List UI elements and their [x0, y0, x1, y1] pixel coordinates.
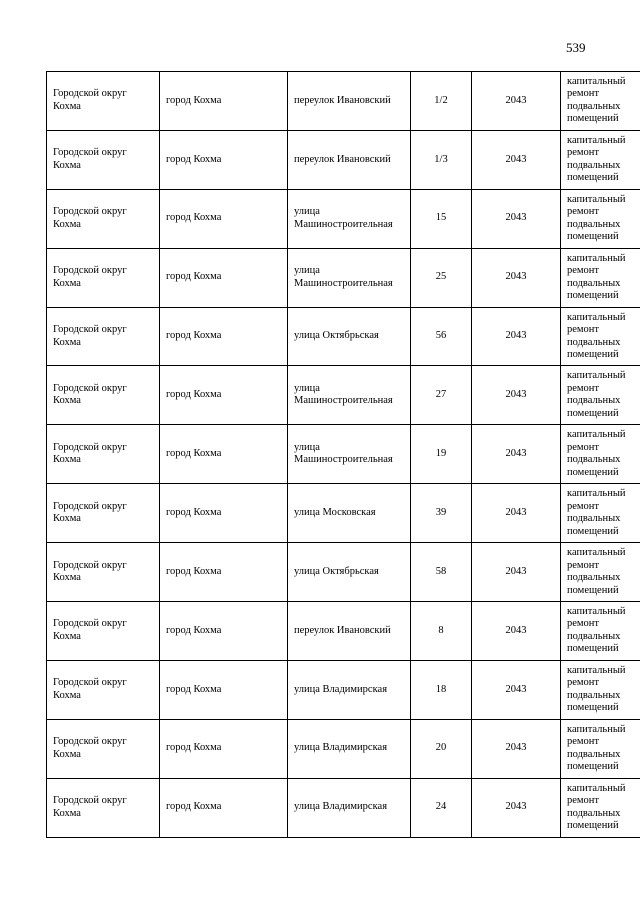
house-cell: 8 [411, 602, 472, 661]
work-type-cell: капитальный ремонт подвальных помещений [561, 484, 640, 543]
street-cell: улица Октябрьская [288, 307, 411, 366]
year-cell: 2043 [472, 189, 561, 248]
work-type-cell: капитальный ремонт подвальных помещений [561, 778, 640, 837]
district-cell: Городской округ Кохма [47, 307, 160, 366]
repair-schedule-table [46, 71, 640, 838]
district-cell: Городской округ Кохма [47, 543, 160, 602]
city-cell: город Кохма [160, 778, 288, 837]
table-row [47, 307, 640, 366]
table-row [47, 778, 640, 837]
city-cell: город Кохма [160, 719, 288, 778]
house-cell: 20 [411, 719, 472, 778]
district-cell: Городской округ Кохма [47, 366, 160, 425]
house-cell: 25 [411, 248, 472, 307]
year-cell: 2043 [472, 602, 561, 661]
street-cell: улица Машиностроительная [288, 366, 411, 425]
house-cell: 39 [411, 484, 472, 543]
year-cell: 2043 [472, 778, 561, 837]
city-cell: город Кохма [160, 366, 288, 425]
district-cell: Городской округ Кохма [47, 425, 160, 484]
city-cell: город Кохма [160, 484, 288, 543]
house-cell: 15 [411, 189, 472, 248]
street-cell: переулок Ивановский [288, 130, 411, 189]
house-cell: 24 [411, 778, 472, 837]
street-cell: улица Московская [288, 484, 411, 543]
street-cell: улица Октябрьская [288, 543, 411, 602]
street-cell: улица Владимирская [288, 660, 411, 719]
city-cell: город Кохма [160, 72, 288, 131]
city-cell: город Кохма [160, 602, 288, 661]
work-type-cell: капитальный ремонт подвальных помещений [561, 660, 640, 719]
year-cell: 2043 [472, 484, 561, 543]
year-cell: 2043 [472, 248, 561, 307]
house-cell: 1/3 [411, 130, 472, 189]
work-type-cell: капитальный ремонт подвальных помещений [561, 248, 640, 307]
city-cell: город Кохма [160, 307, 288, 366]
district-cell: Городской округ Кохма [47, 248, 160, 307]
street-cell: улица Машиностроительная [288, 248, 411, 307]
city-cell: город Кохма [160, 248, 288, 307]
year-cell: 2043 [472, 72, 561, 131]
district-cell: Городской округ Кохма [47, 72, 160, 131]
page-number: 539 [566, 40, 586, 55]
year-cell: 2043 [472, 366, 561, 425]
district-cell: Городской округ Кохма [47, 660, 160, 719]
year-cell: 2043 [472, 660, 561, 719]
district-cell: Городской округ Кохма [47, 484, 160, 543]
table-row [47, 130, 640, 189]
house-cell: 58 [411, 543, 472, 602]
house-cell: 1/2 [411, 72, 472, 131]
table-row [47, 72, 640, 131]
city-cell: город Кохма [160, 189, 288, 248]
table-row [47, 484, 640, 543]
table-row [47, 543, 640, 602]
house-cell: 56 [411, 307, 472, 366]
table-row [47, 719, 640, 778]
year-cell: 2043 [472, 719, 561, 778]
district-cell: Городской округ Кохма [47, 602, 160, 661]
district-cell: Городской округ Кохма [47, 189, 160, 248]
city-cell: город Кохма [160, 130, 288, 189]
table-row [47, 602, 640, 661]
house-cell: 19 [411, 425, 472, 484]
house-cell: 27 [411, 366, 472, 425]
table-row [47, 660, 640, 719]
street-cell: улица Владимирская [288, 778, 411, 837]
work-type-cell: капитальный ремонт подвальных помещений [561, 719, 640, 778]
work-type-cell: капитальный ремонт подвальных помещений [561, 602, 640, 661]
district-cell: Городской округ Кохма [47, 778, 160, 837]
district-cell: Городской округ Кохма [47, 130, 160, 189]
work-type-cell: капитальный ремонт подвальных помещений [561, 72, 640, 131]
house-cell: 18 [411, 660, 472, 719]
work-type-cell: капитальный ремонт подвальных помещений [561, 307, 640, 366]
work-type-cell: капитальный ремонт подвальных помещений [561, 543, 640, 602]
year-cell: 2043 [472, 307, 561, 366]
street-cell: улица Владимирская [288, 719, 411, 778]
district-cell: Городской округ Кохма [47, 719, 160, 778]
year-cell: 2043 [472, 425, 561, 484]
work-type-cell: капитальный ремонт подвальных помещений [561, 130, 640, 189]
street-cell: переулок Ивановский [288, 602, 411, 661]
table-row [47, 248, 640, 307]
table-row [47, 189, 640, 248]
work-type-cell: капитальный ремонт подвальных помещений [561, 425, 640, 484]
table-row [47, 425, 640, 484]
year-cell: 2043 [472, 543, 561, 602]
street-cell: улица Машиностроительная [288, 425, 411, 484]
city-cell: город Кохма [160, 425, 288, 484]
city-cell: город Кохма [160, 543, 288, 602]
work-type-cell: капитальный ремонт подвальных помещений [561, 366, 640, 425]
work-type-cell: капитальный ремонт подвальных помещений [561, 189, 640, 248]
table-row [47, 366, 640, 425]
street-cell: улица Машиностроительная [288, 189, 411, 248]
city-cell: город Кохма [160, 660, 288, 719]
street-cell: переулок Ивановский [288, 72, 411, 131]
year-cell: 2043 [472, 130, 561, 189]
